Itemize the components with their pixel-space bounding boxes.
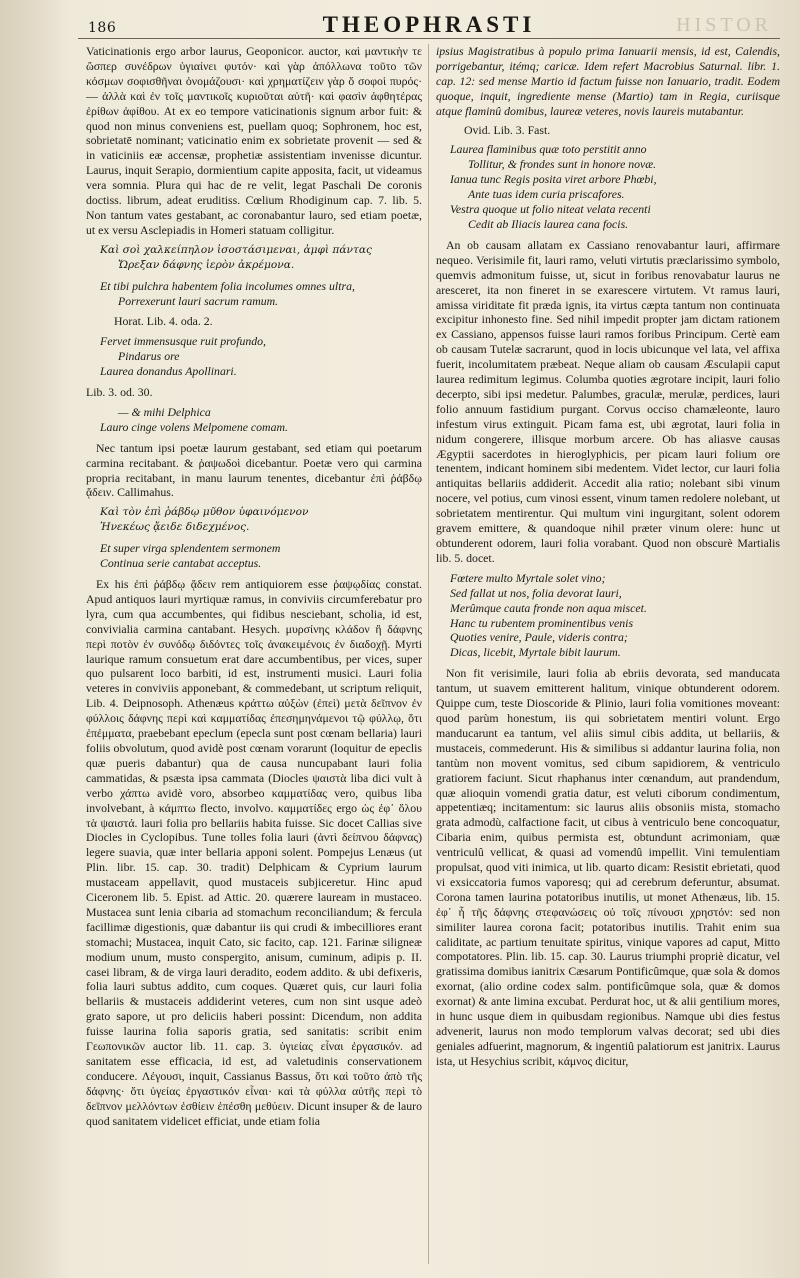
verse-line: Pindarus ore xyxy=(118,349,180,364)
horace-verse-1 xyxy=(100,334,422,379)
citation: Horat. Lib. 4. oda. 2. xyxy=(114,314,213,329)
citation: Ovid. Lib. 3. Fast. xyxy=(464,122,551,137)
ovid-verse xyxy=(450,142,780,231)
bleed-through-title: HISTOR xyxy=(676,14,772,36)
verse-line: Et super virga splendentem sermonem xyxy=(100,541,281,556)
verse-line: Ianua tunc Regis posita viret arbore Phœbi, xyxy=(450,172,657,187)
asclepiades-greek-verse xyxy=(100,243,422,273)
asclepiades-latin-verse xyxy=(100,279,422,309)
verse-line: Quoties venire, Paule, videris contra; xyxy=(450,630,628,645)
column-divider xyxy=(428,44,429,1264)
verse-line: Ἠνεκέως ᾄειδε διδεχμένος. xyxy=(100,521,250,534)
verse-line: Continua serie cantabat acceptus. xyxy=(100,556,262,571)
verse-line: Καὶ τὸν ἐπὶ ῥάβδῳ μῦθον ὑφαινόμενον xyxy=(100,506,309,519)
right-paragraph-2: An ob causam allatam ex Cassiano renovabantur lauri, affirmare nequeo. Verisimile fit, lauri ramo, veluti virtutis præclarissimo symbolo, quemvis admonitum fuisse, ut, sicut in foribus renovabatur laurus ne aresceret, ita non fineret in se exarescere virtutem. Vt ramus lauri, amissa viriditate fit præda ignis, ita virtus cæpta tantum non continuata excipitur inhonesto fine. Sed nihil impedit propter jam dictam rationem ex Cassiano, appensos fuisse lauri ramos foribus Principum. Certè eam ob causam Tutelæ sacrarunt, quod in locis ubicunque vel lata, vel affixa fuerit, incolumitatem præbeat. Neque aliam ob causam Æsculapii caput laurea redimitum legimus. Columba quoties ægrotare incipit, lauri folio decerpto, sibi ipsi medetur. Palumbes, graculæ, merulæ, perdices, lauri folio annuum fastidium purgant. Corvus occiso chamæleonte, lauro infestum virus extinguit. Picam fama est, ubi ægrotat, lauri folia in nidum congerere, illisque morbum arcere. Ob has aliasve causas Ægyptii sacerdotes in hieroglyphicis, per picam lauri folium ore tenentem, indicant hominem sibi medentem. Videt lector, cur lauri folia antiquitas bellariis addiderit. Accedit alia ratio; nolebant sibi vinum nocere, vel potius, cum vinosi essent, vinum tamen redolere nolebant, ut sobrietatem mentirentur. Qui multum vini ingurgitant, solent odorem gravem emittere, & quandoque nihil præter vinum olere: hunc ut obtunderent odorem, lauri folia vorabant. Quod non obscurè Martialis lib. 5. docet. xyxy=(436,237,780,565)
verse-line: Ante tuas idem curia priscafores. xyxy=(468,187,625,202)
verse-line: — & mihi Delphica xyxy=(118,404,211,419)
right-column xyxy=(436,44,780,1266)
callimachus-latin-verse xyxy=(100,541,422,571)
horace-verse-2 xyxy=(100,405,422,435)
left-paragraph-1: Vaticinationis ergo arbor laurus, Geoponicor. auctor, καὶ μαντικὴν τε ὥσπερ συνέδρων ὑγιαίνει φυτόν· καὶ γὰρ ἀπόλλωνα τοῦτο τῶν κόσμων σοφισθῆναι ὀνομάζουσι· καὶ χρηματίζειν γὰρ ὅ σοφοὶ πυρός· — ἀλλὰ καὶ ἐν τοῖς μαντικοῖς κυριοῦται αὐτῆ· καὶ φασὶν ἀφθητέρας ἐρίθων ἀφίθου. At ex eo tempore vaticinationis signum arbor fuit: & quod non minus conveniens est, puellam quoq; Sophronem, hoc est, sobrietatē nominant; vaticinatio enim ex sobrietate provenit — sed & in vaticiniis eæ accensæ, prophetiæ assistentiam invenisse dicuntur. Laurus, inquit Serapio, dormientium capite apposita, facit, ut videamus vera somnia. Plura qui hac de re velit, legat Paschali De coronis doctiss. librum, adeat eruditiss. Cœlium Rhodiginum cap. 7. lib. 5. Non tantum vates gestabant, ac coronabantur lauro, sed etiam poetæ, ut ex versu Asclepiadis in Homeri statuam colligitur. xyxy=(86,44,422,237)
right-paragraph-3: Non fit verisimile, lauri folia ab ebriis devorata, sed manducata tantum, ut suavem emitterent halitum, vinique obtunderent odorem. Quippe cum, teste Dioscoride & Plinio, lauri folia vomitiones moveant: quod parùm honestum, iis qui sobrietatem mentiri volunt. Ergo manducarunt ea tantum, vel aliis simul cibis addita, ut bellariis, & mustaceis, commederunt. His & similibus si addantur laurina folia, non tantùm non movent vomitus, sed cibum sapidiorem, & ventriculo gratiorem faciunt. Sicut rhaphanus inter cœnandum, aut prandendum, quæ alioquin vomendi gratia datur, est veluti ciborum condimentum, appetentiæq; incitamentum: sic laurus aliis obsoniis mista, stomacho grata admodù, calfactione facit, ut cibus à ventriculo bene concoquatur, Cibaria enim, quibus permista est, obtundunt acrimoniam, quæ ventriculû vellicat, & quasi ad vomendû impellit. Vini temulentiam propulsat, quod viti inimica, ut lib. quarto dicam: Resistit ebrietati, quod vi exsiccatoria fumos vaporesq; qui ad cerebrum deferuntur, absumat. Corona tamen laurina potatoribus inutilis, ut monet Athenæus, lib. 15. ἐφ᾿ ἧ τῆς δάφνης στεφανώσεις οὐ τοῖς πίνουσι χρηστόν: sed non similiter laurea corona facit; potatoribus inutilis. Trahit enim sua caliditate, ac partium tenuitate spiritus, vinique vapores ad caput, Mitto compotatores. Plin. lib. 15. cap. 30. Laurus triumphi propriè dicatur, vel gratissima domibus ianitrix Cæsarum Pontificûmque, quæ sola & domos exornat, (alio ordine codex salm. pontificûmque sola, quæ & domos exornat) & ante limina excubat. Perdurat hoc, ut & alii gentilium mores, in hunc usque diem in quibusdam regionibus. Namque ubi dies festus advenerit, laurus non modo templorum valvas decorat; sed ubi dies geniales adfuerint, magnorum, & ingentiû palatiorum est janitrix. Laurus ista, ut Hesychius scribit, κάμνος dicitur, xyxy=(436,666,780,1068)
running-title: THEOPHRASTI xyxy=(322,12,536,37)
callimachus-greek-verse xyxy=(100,505,422,535)
verse-line: Sed fallat ut nos, folia devorat lauri, xyxy=(450,585,622,600)
verse-line: Fœtere multo Myrtale solet vino; xyxy=(450,570,606,585)
verse-line: Laurea flaminibus quæ toto perstitit anno xyxy=(450,142,647,157)
verse-line: Cedit ab Iliacis laurea cana focis. xyxy=(468,216,629,231)
verse-line: Fervet immensusque ruit profundo, xyxy=(100,334,267,349)
verse-line: Καὶ σοὶ χαλκείπηλον ἰσοστάσιμεναι, ἀμφὶ πάντας xyxy=(100,243,372,256)
verse-line: Dicas, licebit, Myrtale bibit laurum. xyxy=(450,645,621,660)
verse-line: Et tibi pulchra habentem folia incolumes omnes ultra, xyxy=(100,278,355,293)
gutter-shadow xyxy=(0,0,70,1278)
right-paragraph-1: ipsius Magistratibus à populo prima Ianuarii mensis, id est, Calendis, porrigebantur, itémq; caricæ. Idem refert Macrobius Saturnal. libr. 1. cap. 12: sed mense Martio id factum fuisse non Ianuario, tradit. Eodem quoque, inquit, ingrediente mense (Martio) tam in Regia, curiisque atque flaminû domibus, laureæ veteres, novis laureis mutabantur. xyxy=(436,44,780,118)
page-header xyxy=(78,8,780,39)
martial-verse xyxy=(450,571,780,660)
verse-line: Porrexerunt lauri sacrum ramum. xyxy=(118,293,279,308)
left-paragraph-2: Nec tantum ipsi poetæ laurum gestabant, sed etiam qui poetarum carmina recitabant. & ῥαψωδοὶ dicebantur. Poetæ vero qui carmina propria recitabant, in manu laurum tenentes, dicebantur ἐπὶ ῥάβδῳ ᾄδειν. Callimahus. xyxy=(86,440,422,500)
verse-line: Vestra quoque ut folio niteat velata recenti xyxy=(450,202,651,217)
verse-line: Hanc tu rubentem prominentibus venis xyxy=(450,615,634,630)
citation: Lib. 3. od. 30. xyxy=(86,385,153,400)
verse-line: Merûmque cauta fronde non aqua miscet. xyxy=(450,600,647,615)
verse-line: Tollitur, & frondes sunt in honore novæ. xyxy=(468,157,657,172)
left-paragraph-3: Ex his ἐπὶ ῥάβδῳ ᾄδειν rem antiquiorem esse ῥαψῳδίας constat. Apud antiquos lauri myrtiquæ ramus, in conviviis circumferebatur pro lyra, cum qua accumbentes, qui fidibus nesciebant, scholia, id est, convivialia carmina cantabant. Hesych. μυρσίνης κλάδον ἢ δάφνης περὶ ποτὸν ἐν συνόδῳ διδόντες τοῖς ἀνακειμένοις ἐν διαδοχῇ. Myrti laurique ramum consuetum erat dare accumbentibus, per vices, super quo pulsarent loco barbiti, id est, instrumenti musici. Lauri folia veteres in conviviis apponebant, & commedebant, ut scriptum reliquit, Lib. 4. Deipnosoph. Athenæus κράττω αὐξὼν (ἐπεὶ) μετὰ δεῖπνον ἐν φύλλοις δάφνης περὶ καὶ καμματίδας ἐπεσημηνάμενοι τῷ φύλλῳ, ὅτι ἐπέμματα, praebebant epeclum (epecla sunt post cœnam bellaria) lauri foliis obvolutum, quod avidè post cœnam vorarunt (loquitur de epeclis quæ pueris dabantur) qua de causa nuncupabant lauri folia cammatidas, & psæsta ipsa cammata (Diocles ψαιστὰ liba dici vult à verbo χάπτω avidè voro, absorbeo καμματίδας vero, quibus liba involvebant, à κάμπτω flecto, involvo. καμματίδες ergo ὡς ἐφ᾿ ὅλου τὰ ψαιστά. lauri folia pro bellariis habita fuisse. Sic docet Callias sive Diocles in Cyclopibus. Tune tolles folia lauri (ἀντὶ δείπνου δάφνας) legere suavia, quæ inter bellaria apponi solent. Pompejus Lenæus (ut Plin. libr. 15. cap. 30. tradit) Delphicam & Cyprium laurum mustaceam appellavit, quod mustaceis subjiceretur. Hinc apud Ciceronem lib. 5. Epist. ad Attic. 20. quærere lauream in mustaceo. Mustacea sunt lenia cibaria ad stomachum reconciliandum; & fercula facillimæ digestionis, quæ dabantur iis qui crudi & imbecilliores erant stomachi; Mustacea, inquit Cato, sic facito, cap. 121. Farinæ siligneæ modium unum, musto conspergito, anisum, cuminum, adipis p. II. casei libram, & de virga lauri deradito, eodem addito. & ubi defixeris, folia lauri subtus addito, cum coques. Quæret quis, cur lauri folia bellariis & mustaceis addiderint veteres, cum non sint usque adeò grato sapore, ut pro deliciis haberi possint: Dicendum, non addita fuisse laurina folia saporis gratia, sed sanitatis: scribit enim Γεωπονικῶν auctor lib. 11. cap. 3. ὑγιείας εἶναι ἐργασικόν. ad sanitatem esse efficacia, id est, ad valetudinis conservationem conducere. Λέγουσι, inquit, Cassianus Bassus, ὅτι καὶ τοῦτο ἀπὸ τῆς δάφνης· ὅτι ὑγείας ἐργαστικόν εἶναι· καὶ τὰ φύλλα αὐτῆς περὶ τὸ δεῖπνον μελλόντων ἐσθίειν ἐπέσθη μεθύειν. Dicunt insuper & de lauro quod sanitatem videlicet efficiat, unde etiam folia xyxy=(86,577,422,1128)
verse-line: Ὤρεξαν δάφνης ἱερὸν ἀκρέμονα. xyxy=(118,258,295,271)
verse-line: Laurea donandus Apollinari. xyxy=(100,364,237,379)
left-column xyxy=(86,44,422,1266)
verse-line: Lauro cinge volens Melpomene comam. xyxy=(100,419,288,434)
page-number: 186 xyxy=(88,20,117,36)
